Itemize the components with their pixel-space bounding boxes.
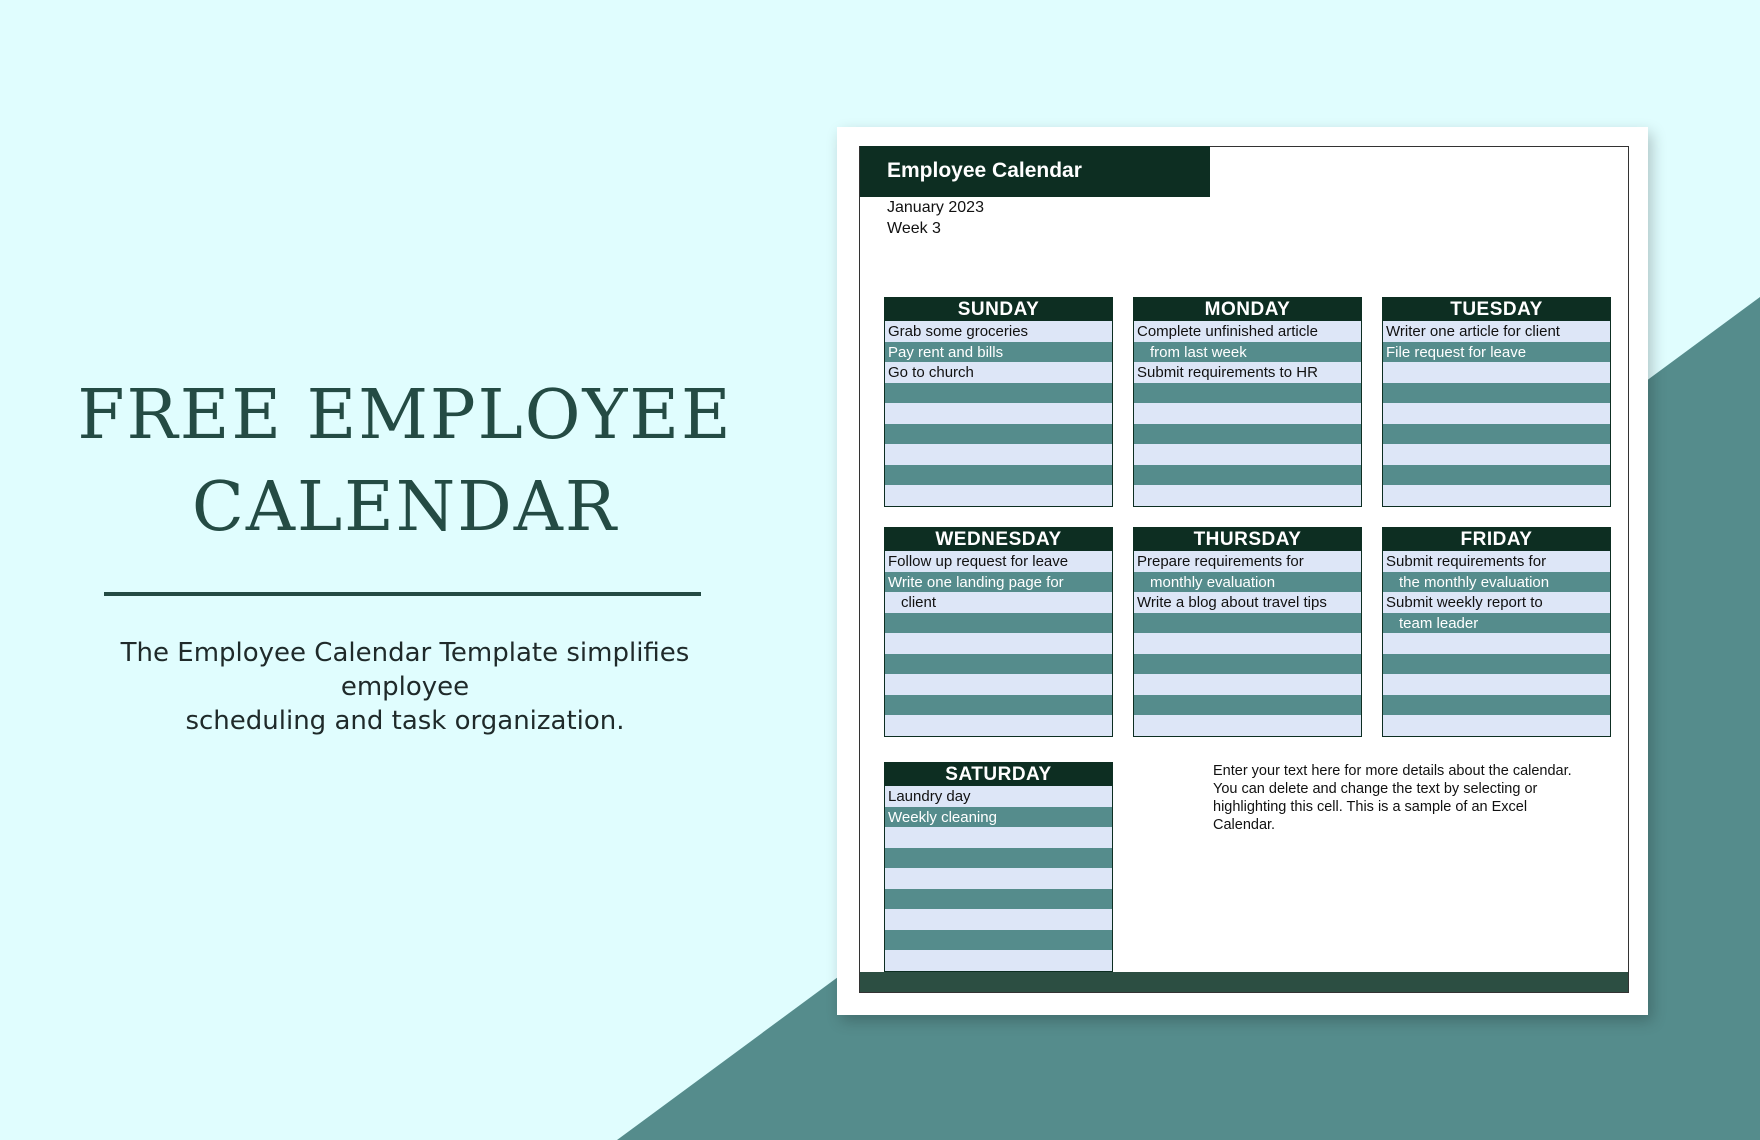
task-row[interactable]: [885, 403, 1112, 424]
task-row[interactable]: [885, 827, 1112, 848]
task-row[interactable]: [885, 868, 1112, 889]
task-row[interactable]: [885, 444, 1112, 465]
task-row[interactable]: monthly evaluation: [1134, 572, 1361, 593]
task-row[interactable]: [885, 889, 1112, 910]
calendar-meta: [887, 198, 984, 239]
notes-line: You can delete and change the text by selecting or: [1213, 781, 1538, 797]
task-row[interactable]: [1383, 633, 1610, 654]
notes-line: highlighting this cell. This is a sample of an Excel: [1213, 799, 1528, 815]
calendar-month: January 2023: [887, 199, 984, 216]
task-row[interactable]: [1383, 362, 1610, 383]
task-row[interactable]: [885, 950, 1112, 971]
task-row[interactable]: [1134, 485, 1361, 506]
task-row[interactable]: [1134, 424, 1361, 445]
task-row[interactable]: Go to church: [885, 362, 1112, 383]
task-row[interactable]: Weekly cleaning: [885, 807, 1112, 828]
task-row[interactable]: [1134, 715, 1361, 736]
promo-description: [60, 636, 750, 738]
task-row[interactable]: Grab some groceries: [885, 321, 1112, 342]
task-row[interactable]: [1383, 403, 1610, 424]
task-row[interactable]: Complete unfinished article: [1134, 321, 1361, 342]
day-monday: [1133, 297, 1362, 507]
day-friday: [1382, 527, 1611, 737]
promo-description-line2: scheduling and task organization.: [185, 706, 625, 736]
task-row[interactable]: the monthly evaluation: [1383, 572, 1610, 593]
task-row[interactable]: [885, 465, 1112, 486]
task-row[interactable]: Write a blog about travel tips: [1134, 592, 1361, 613]
task-row[interactable]: Writer one article for client: [1383, 321, 1610, 342]
task-row[interactable]: [885, 383, 1112, 404]
day-header: THURSDAY: [1134, 528, 1361, 551]
task-row[interactable]: Submit requirements to HR: [1134, 362, 1361, 383]
task-row[interactable]: [1383, 444, 1610, 465]
day-sunday: [884, 297, 1113, 507]
task-row[interactable]: [1134, 695, 1361, 716]
task-row[interactable]: [1383, 424, 1610, 445]
task-row[interactable]: [1134, 674, 1361, 695]
day-header: FRIDAY: [1383, 528, 1610, 551]
task-row[interactable]: [1134, 383, 1361, 404]
task-row[interactable]: Submit weekly report to: [1383, 592, 1610, 613]
notes-line: Calendar.: [1213, 817, 1276, 833]
calendar-footer-bar: [860, 972, 1628, 992]
task-row[interactable]: [1134, 654, 1361, 675]
calendar-sheet: [837, 127, 1648, 1015]
calendar-title: Employee Calendar: [860, 146, 1210, 197]
task-row[interactable]: [1134, 403, 1361, 424]
task-row[interactable]: Submit requirements for: [1383, 551, 1610, 572]
task-row[interactable]: [885, 633, 1112, 654]
task-row[interactable]: from last week: [1134, 342, 1361, 363]
task-row[interactable]: Write one landing page for: [885, 572, 1112, 593]
day-header: WEDNESDAY: [885, 528, 1112, 551]
task-row[interactable]: [885, 485, 1112, 506]
task-row[interactable]: Pay rent and bills: [885, 342, 1112, 363]
day-saturday: [884, 762, 1113, 972]
promo-heading: [60, 370, 750, 554]
task-row[interactable]: [885, 715, 1112, 736]
task-row[interactable]: [1134, 613, 1361, 634]
task-row[interactable]: [1383, 654, 1610, 675]
promo-description-line1: The Employee Calendar Template simplifies employee: [120, 638, 690, 702]
task-row[interactable]: [1383, 715, 1610, 736]
task-row[interactable]: [1134, 444, 1361, 465]
task-row[interactable]: [885, 654, 1112, 675]
task-row[interactable]: [1134, 633, 1361, 654]
day-header: MONDAY: [1134, 298, 1361, 321]
day-tuesday: [1382, 297, 1611, 507]
task-row[interactable]: [1383, 674, 1610, 695]
task-row[interactable]: [1383, 465, 1610, 486]
notes-line: Enter your text here for more details about the calendar.: [1213, 763, 1572, 779]
task-row[interactable]: [885, 930, 1112, 951]
day-header: TUESDAY: [1383, 298, 1610, 321]
promo-divider: [104, 592, 701, 596]
task-row[interactable]: Laundry day: [885, 786, 1112, 807]
task-row[interactable]: [1383, 485, 1610, 506]
task-row[interactable]: [885, 424, 1112, 445]
task-row[interactable]: Follow up request for leave: [885, 551, 1112, 572]
task-row[interactable]: client: [885, 592, 1112, 613]
task-row[interactable]: File request for leave: [1383, 342, 1610, 363]
task-row[interactable]: [885, 695, 1112, 716]
task-row[interactable]: [885, 848, 1112, 869]
day-header: SATURDAY: [885, 763, 1112, 786]
promo-title-line1: FREE EMPLOYEE: [77, 376, 733, 455]
task-row[interactable]: Prepare requirements for: [1134, 551, 1361, 572]
task-row[interactable]: team leader: [1383, 613, 1610, 634]
task-row[interactable]: [1383, 695, 1610, 716]
task-row[interactable]: [885, 674, 1112, 695]
task-row[interactable]: [885, 909, 1112, 930]
promo-title-line2: CALENDAR: [191, 468, 619, 547]
task-row[interactable]: [1134, 465, 1361, 486]
day-wednesday: [884, 527, 1113, 737]
day-thursday: [1133, 527, 1362, 737]
calendar-week: Week 3: [887, 219, 941, 237]
task-row[interactable]: [885, 613, 1112, 634]
calendar-notes[interactable]: [1213, 762, 1613, 834]
day-header: SUNDAY: [885, 298, 1112, 321]
task-row[interactable]: [1383, 383, 1610, 404]
